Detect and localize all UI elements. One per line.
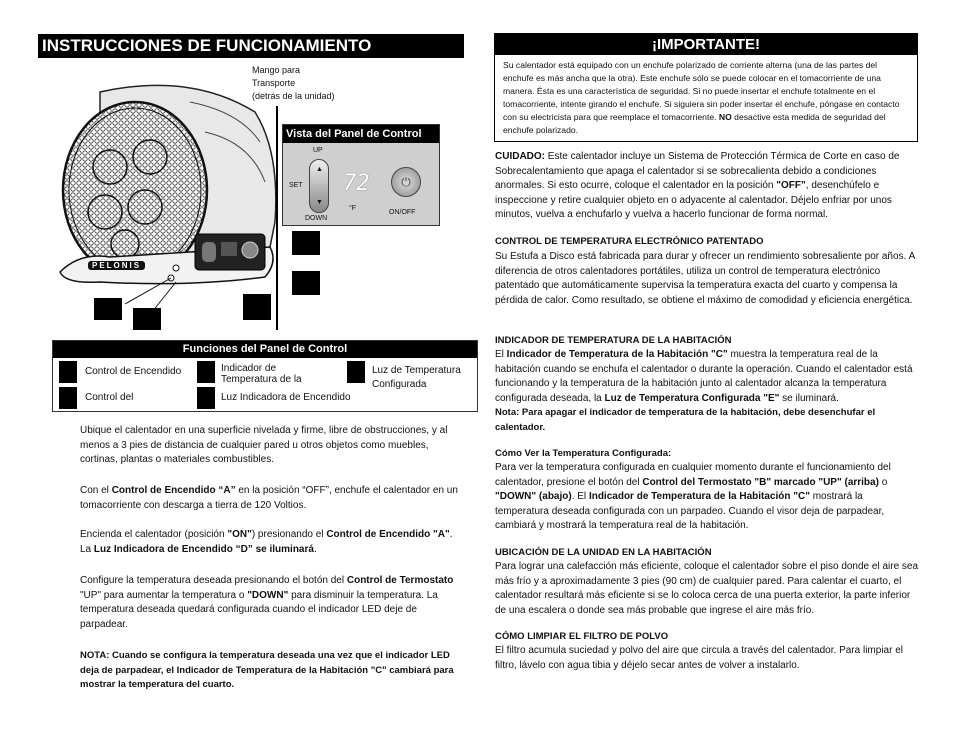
bold-text: "DOWN" (abajo) (495, 491, 572, 502)
handle-note-line: Transporte (252, 78, 296, 88)
function-label-d: Luz Indicadora de Encendido (221, 392, 351, 403)
power-button[interactable] (391, 167, 421, 197)
thermostat-rocker-button[interactable] (309, 159, 329, 213)
section-title: UBICACIÓN DE LA UNIDAD EN LA HABITACIÓN (495, 547, 712, 558)
text: Para ver la temperatura configurada en cualquier momento durante el funcionamiento del calentador, presione el botón del (495, 462, 891, 488)
instruction-paragraph-4 (80, 574, 466, 632)
text: , desenchúfelo e inspeccione y retire cualquier objeto en o adyacente al calentador. Déjelo enfriar por unos minutos, vuelva a enchufarlo y vuelva a hacerlo funcionar de forma normal. (495, 180, 892, 220)
bold-text: NO (718, 112, 732, 122)
important-title: ¡IMPORTANTE! (495, 34, 917, 55)
text: se iluminará. (779, 392, 839, 404)
instruction-note: NOTA: Cuando se configura la temperatura deseada una vez que el indicador LED deja de parpadear, el Indicador de Temperatura de la Habitación "C" cambiará para mostrar la temperatura del cuarto. (80, 650, 454, 690)
handle-leader-line (276, 106, 278, 330)
callout-label-b (133, 308, 161, 330)
text: o (878, 476, 888, 488)
text: Configure la temperatura deseada presionando el botón del (80, 575, 347, 586)
panel-view (282, 124, 440, 226)
function-key-e (347, 361, 365, 383)
chevron-up-icon: ▲ (316, 166, 323, 173)
text: . (313, 543, 317, 555)
callout-label-c (243, 294, 271, 320)
bold-text: Indicador de Temperatura de la Habitación "C" (506, 349, 728, 360)
temperature-unit: °F (349, 205, 357, 212)
text: Con el (80, 485, 112, 496)
onoff-label: ON/OFF (389, 209, 416, 216)
text: ) presionando el (251, 529, 327, 540)
handle-note-line: (detrás de la unidad) (252, 91, 335, 101)
temperature-display: 72 (343, 171, 370, 196)
caution-paragraph (495, 150, 919, 223)
caution-label: CUIDADO: (495, 151, 545, 162)
down-label: DOWN (305, 215, 328, 222)
panel-view-title: Vista del Panel de Control (283, 125, 439, 143)
section-body (495, 461, 919, 534)
function-label-c: Indicador de Temperatura de la (221, 363, 302, 385)
handle-note-line: Mango para (252, 65, 301, 75)
text: . El (571, 491, 589, 502)
bold-text: "OFF" (776, 180, 806, 191)
section-title: Cómo Ver la Temperatura Configurada: (495, 448, 672, 459)
up-label: UP (313, 147, 323, 154)
function-key-c (197, 361, 215, 383)
section-title: CÓMO LIMPIAR EL FILTRO DE POLVO (495, 631, 669, 642)
bold-text: Control de Encendido “A” (111, 485, 236, 496)
text: para disminuir la temperatura. La temperatura deseada quedará configurada cuando el indicador LED deje de parpadear. (80, 589, 438, 630)
section-body: Para lograr una calefacción más eficiente, coloque el calentador sobre el piso donde el aire sea más frío y a aproximadamente 3 pies (90 cm) de cualquier pared. Para calentar el cuarto, el calentador resultará más eficiente si se lo coloca cerca de una puerta exterior, la parte inferior de una escalera o donde sea más probable que ingrese el aire más frío. (495, 561, 919, 616)
text: . La (80, 529, 453, 555)
power-icon: ⏻ (401, 175, 411, 189)
section-title: CONTROL DE TEMPERATURA ELECTRÓNICO PATENTADO (495, 236, 764, 247)
bold-text: Indicador de Temperatura de la Habitación "C" (588, 491, 810, 502)
function-key-a (59, 361, 77, 383)
function-label-a: Control de Encendido (85, 366, 182, 377)
bold-text: Control del Termostato "B" marcado "UP" (arriba) (642, 476, 879, 488)
instruction-paragraph-1: Ubique el calentador en una superficie nivelada y firme, libre de obstrucciones, y al menos a 3 pies de distancia de cualquier pared u otros objetos como muebles, cortinas, plantas o materiales combustibles. (80, 425, 448, 465)
text: mostrará la temperatura deseada configurada con un parpadeo. Cuando el visor deja de parpadear, cambiará y mostrará la temperatura real de la habitación. (495, 491, 885, 531)
bold-text: Nota: Para apagar el indicador de temperatura de la habitación, debe desenchufar el calentador. (495, 407, 876, 433)
function-label-b: Control del (85, 392, 134, 403)
left-section-title: INSTRUCCIONES DE FUNCIONAMIENTO (38, 34, 464, 58)
text: El (495, 349, 507, 360)
text: en la posición “OFF”, enchufe el calentador en un tomacorriente con descarga a tierra de 120 Voltios. (80, 485, 458, 511)
functions-title: Funciones del Panel de Control (53, 341, 477, 358)
section-title: INDICADOR DE TEMPERATURA DE LA HABITACIÓN (495, 335, 732, 346)
text: muestra la temperatura real de la habitación cuando se enchufa el calentador o durante la operación. Cuando el calentador está funcionando y la temperatura de la habitación junto al calentador alcanza la temperatura configurada deseada, la (495, 349, 913, 404)
bold-text: Luz de Temperatura Configurada "E" (604, 392, 780, 404)
function-label-e: Luz de Temperatura Configurada (372, 365, 461, 390)
text: Su calentador está equipado con un enchufe polarizado de corriente alterna (una de las partes del enchufe es más ancha que la otra). Este enchufe sólo se puede colocar en el tomacorriente de una manera. Ésta es una característica de seguridad. Si no puede insertar el enchufe totalmente en el tomacorriente, intente girando el enchufe. Si siguiera sin poder insertar el enchufe, póngase en contacto con su electricista para que reemplace el tomacorriente. (503, 60, 900, 122)
callout-label-e (292, 271, 320, 295)
text: Encienda el calentador (posición (80, 529, 228, 540)
function-key-b (59, 387, 77, 409)
chevron-down-icon: ▼ (316, 199, 323, 206)
bold-text: Control de Termostato (346, 575, 454, 586)
important-box (494, 33, 918, 142)
set-label: SET (289, 182, 303, 189)
bold-text: "DOWN" (247, 589, 289, 601)
text: desactive esta medida de seguridad del enchufe polarizado. (503, 112, 886, 135)
bold-text: Control de Encendido "A" (326, 529, 450, 540)
function-key-d (197, 387, 215, 409)
section-body: Su Estufa a Disco está fabricada para durar y ofrecer un rendimiento sobresaliente por años. A diferencia de otros calentadores portátiles, utiliza un control de temperatura electrónico patentado que automáticamente supervisa la temperatura exacta del cuarto y compensa la pérdida de calor. Como resultado, se obtiene el máximo de comodidad y eficiencia energética. (495, 251, 915, 306)
callout-label-d (292, 231, 320, 255)
section-body: El filtro acumula suciedad y polvo del aire que circula a través del calentador. Para limpiar el filtro, lávelo con agua tibia y déjelo secar antes de volver a instalarlo. (495, 645, 903, 671)
brand-logo: PELONIS (88, 261, 145, 270)
text: "UP" para aumentar la temperatura o (80, 589, 248, 601)
text: Este calentador incluye un Sistema de Protección Térmica de Corte en caso de Sobrecalentamiento que apaga el calentador si se sobrecalienta debido a condiciones anormales. Si esto ocurre, coloque el calentador en la posición (495, 151, 900, 191)
bold-text: Luz Indicadora de Encendido “D” se iluminará (93, 543, 314, 555)
section-body (495, 348, 919, 435)
important-text (495, 55, 917, 141)
callout-label-a (94, 298, 122, 320)
functions-box (52, 340, 478, 412)
instruction-paragraph-3 (80, 528, 466, 557)
instruction-paragraph-2 (80, 484, 466, 513)
bold-text: "ON" (227, 529, 252, 540)
